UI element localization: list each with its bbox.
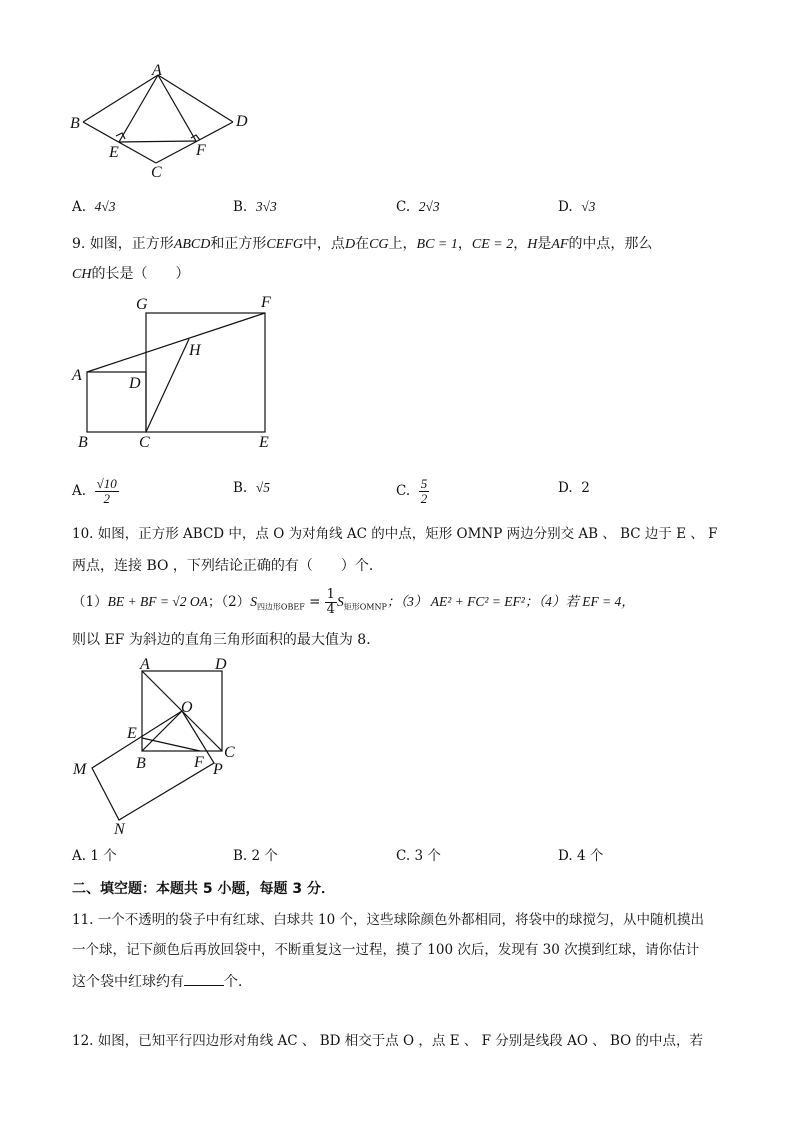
fig8-label-d: D [236,113,248,130]
q10-option-c[interactable]: C. 3 个 [396,848,441,864]
fig9-label-b: B [78,434,88,451]
fig8-label-c: C [151,164,162,181]
fig10-segment-bo [142,711,182,751]
q10-option-d[interactable]: D. 4 个 [558,848,604,864]
fig8-edge-dc [156,122,233,163]
section-heading-fill-in: 二、填空题：本题共 5 小题，每题 3 分． [72,881,335,897]
q9-stem-line2: CH的长是（ ） [72,266,190,282]
q8-option-c[interactable]: C. 2√3 [396,199,440,215]
q8-option-b[interactable]: B. 3√3 [233,199,277,215]
q10-stem-line4: 则以 EF 为斜边的直角三角形面积的最大值为 8． [72,632,381,648]
fig8-label-b: B [70,115,80,132]
fig8-label-e: E [109,144,119,161]
fig10-label-e: E [127,725,137,742]
q11-stem-line1: 11. 一个不透明的袋子中有红球、白球共 10 个，这些球除颜色外都相同，将袋中的球搅匀，从中随机摸出 [72,912,705,928]
fig9-label-g: G [136,296,148,313]
fig8-label-a: A [152,62,162,79]
fig10-label-o: O [181,699,193,716]
fig9-label-e: E [259,434,269,451]
fig8-edge-ad [158,75,233,122]
q9-option-a-fraction: $\frac{√10}{2}$ [96,476,117,506]
fig9-label-f: F [261,294,271,311]
q9-option-d[interactable]: D. 2 [558,480,590,496]
fig10-label-b: B [136,755,146,772]
q9-option-c-fraction: $\frac{5}{2}$ [420,476,428,506]
fig9-segment-ch [146,339,189,432]
figure-q9 [68,292,288,457]
fig9-label-c: C [139,434,150,451]
fig9-label-a: A [72,367,82,384]
q10-option-a[interactable]: A. 1 个 [72,848,117,864]
fig10-label-f: F [194,754,204,771]
fig10-label-m: M [73,761,87,778]
fig10-label-d: D [215,656,227,673]
fig9-label-d: D [129,375,141,392]
fig8-edge-ab [83,75,158,122]
fig9-segment-af [87,313,265,372]
fig8-edge-af [158,75,196,141]
q9-option-b[interactable]: B. √5 [233,480,270,496]
q9-option-c[interactable]: C. $\frac{5}{2}$ [396,476,428,506]
q10-option-b[interactable]: B. 2 个 [233,848,278,864]
figure-q10 [60,650,260,840]
q11-stem-line2: 一个球，记下颜色后再放回袋中，不断重复这一过程，摸了 100 次后，发现有 30 次摸到红球，请你估计 [72,942,700,958]
figure-q8 [60,55,260,185]
q10-stem-line1: 10. 如图，正方形 ABCD 中，点 O 为对角线 AC 的中点，矩形 OMNP 两边分别交 AB 、 BC 边于 E 、 F [72,526,718,542]
q8-option-d[interactable]: D. √3 [558,199,596,215]
q11-stem-line3: 这个袋中红球约有 个． [72,971,252,992]
fig8-edge-ef [119,141,196,142]
fig10-label-c: C [224,744,235,761]
q9-stem-line1: 9. 如图，正方形ABCD和正方形CEFG中，点D在CG上，BC = 1，CE = 2，H是AF的中点，那么 [72,236,653,252]
fig8-label-f: F [196,142,206,159]
q10-stem-line2: 两点，连接 BO ，下列结论正确的有（ ）个． [72,558,383,574]
q9-option-a[interactable]: A. $\frac{√10}{2}$ [72,476,117,506]
q12-stem-line1: 12. 如图，已知平行四边形对角线 AC 、 BD 相交于点 O ，点 E 、 F 分别是线段 AO 、 BO 的中点，若 [72,1033,704,1049]
fig10-label-p: P [213,761,223,778]
q10-conclusions-line: （1）BE + BF = √2 OA；$(2)S_{四边形OBEF}$ = $\frac{1}{4}$ $S_{矩形OMNP}$；（3） AE² + FC² = EF²；（4）若 EF = 4， [72,587,635,617]
fig10-label-a: A [140,656,150,673]
fig8-edge-ae [119,75,158,142]
fig9-label-h: H [189,342,201,359]
fig10-segment-ef [142,738,200,751]
fig9-square-cefg [146,313,265,432]
fig10-label-n: N [114,821,125,838]
q11-answer-blank[interactable] [184,971,224,986]
q8-option-a[interactable]: A. 4√3 [72,199,116,215]
